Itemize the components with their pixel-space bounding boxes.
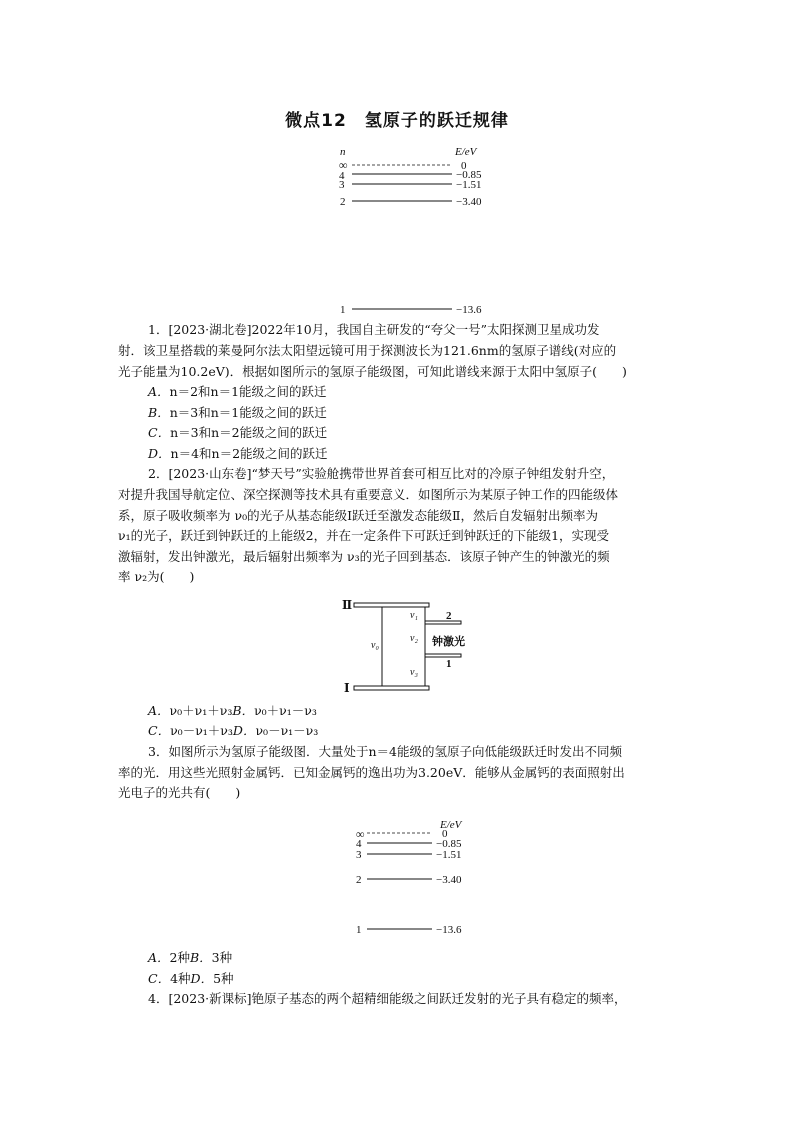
nu1-label: ν₁: [410, 610, 418, 621]
nu2-label: ν₂: [410, 633, 418, 644]
q3-line-1: 3．如图所示为氢原子能级图．大量处于n＝4能级的氢原子向低能级跃迁时发出不同频: [148, 744, 622, 759]
level-e-inf-2: 0: [442, 828, 448, 840]
q2-line-6: 率 ν₂为( ): [118, 569, 195, 584]
level-1-bar: [425, 654, 461, 657]
q1-option-a[interactable]: A．n＝2和n＝1能级之间的跃迁: [148, 384, 327, 399]
level-1-label: 1: [446, 658, 452, 670]
e-axis-label-2: E/eV: [440, 819, 462, 831]
nu0-label: ν₀: [371, 640, 379, 651]
level-n-inf-2: ∞: [356, 827, 365, 841]
q2-line-5: 激辐射，发出钟激光，最后辐射出频率为 ν₃的光子回到基态．该原子钟产生的钟激光的频: [118, 549, 610, 564]
four-level-diagram: [0, 598, 794, 698]
level-i-bar: [354, 686, 429, 690]
level-n-4-2: 4: [356, 838, 362, 850]
title-topic: 氢原子的跃迁规律: [364, 111, 509, 131]
level-ii-bar: [354, 603, 429, 607]
level-2-bar: [425, 621, 461, 624]
q2-option-a[interactable]: A．ν₀＋ν₁＋ν₃: [148, 703, 233, 718]
level-e-1-2: −13.6: [436, 924, 462, 936]
level-i-label: Ⅰ: [344, 681, 350, 695]
level-n-2-2: 2: [356, 874, 362, 886]
q2-line-3: 系，原子吸收频率为 ν₀的光子从基态能级Ⅰ跃迁至激发态能级Ⅱ，然后自发辐射出频率为: [118, 508, 599, 523]
q1-line-2: 射．该卫星搭载的莱曼阿尔法太阳望远镜可用于探测波长为121.6nm的氢原子谱线(对应的: [118, 343, 617, 358]
q2-option-c[interactable]: C．ν₀－ν₁＋ν₃: [148, 723, 233, 738]
level-ii-label: Ⅱ: [342, 598, 353, 612]
level-e-inf: 0: [461, 160, 467, 172]
laser-label: 钟激光: [432, 636, 465, 648]
level-n-3: 3: [339, 179, 345, 191]
q2-options-ab: [148, 701, 317, 722]
level-n-3-2: 3: [356, 849, 362, 861]
level-n-4: 4: [339, 170, 345, 182]
level-n-2: 2: [340, 196, 346, 208]
level-e-4: −0.85: [456, 169, 482, 181]
q1-option-d[interactable]: D．n＝4和n＝2能级之间的跃迁: [148, 446, 328, 461]
level-e-2-2: −3.40: [436, 874, 462, 886]
q2-line-4: ν₁的光子，跃迁到钟跃迁的上能级2，并在一定条件下可跃迁到钟跃迁的下能级1，实现受: [118, 528, 610, 543]
q2-options-cd: [148, 721, 318, 742]
e-axis-label: E/eV: [455, 146, 477, 158]
level-e-4-2: −0.85: [436, 838, 462, 850]
level-e-3: −1.51: [456, 179, 482, 191]
q1-line-1: 1．[2023·湖北卷]2022年10月，我国自主研发的“夸父一号”太阳探测卫星成功发: [148, 322, 600, 337]
q3-line-3: 光电子的光共有( ): [118, 785, 241, 800]
q2-option-b[interactable]: B．ν₀＋ν₁－ν₃: [232, 703, 317, 718]
q3-option-b[interactable]: B．3种: [189, 950, 233, 965]
q4-line-1: 4．[2023·新课标]铯原子基态的两个超精细能级之间跃迁发射的光子具有稳定的频率，: [148, 991, 627, 1006]
level-n-1: 1: [340, 304, 346, 313]
q3-options-cd: [148, 969, 234, 990]
q2-line-2: 对提升我国导航定位、深空探测等技术具有重要意义．如图所示为某原子钟工作的四能级体: [118, 487, 619, 502]
level-n-1-2: 1: [356, 924, 362, 936]
q3-option-a[interactable]: A．2种: [148, 950, 190, 965]
q1-option-c[interactable]: C．n＝3和n＝2能级之间的跃迁: [148, 425, 328, 440]
energy-level-diagram-1: [0, 143, 794, 313]
level-e-2: −3.40: [456, 196, 482, 208]
q1-line-3: 光子能量为10.2eV)．根据如图所示的氢原子能级图，可知此谱线来源于太阳中氢原子( ): [118, 364, 627, 379]
q2-option-d[interactable]: D．ν₀－ν₁－ν₃: [232, 723, 319, 738]
q3-line-2: 率的光．用这些光照射金属钙．已知金属钙的逸出功为3.20eV．能够从金属钙的表面照射出: [118, 765, 625, 780]
level-e-3-2: −1.51: [436, 849, 462, 861]
nu3-label: ν₃: [410, 667, 418, 678]
page-title: [0, 106, 794, 131]
q3-option-d[interactable]: D．5种: [190, 971, 234, 986]
n-axis-label: n: [340, 146, 346, 158]
q2-line-1: 2．[2023·山东卷]“梦天号”实验舱携带世界首套可相互比对的冷原子钟组发射升空，: [148, 466, 615, 481]
energy-level-diagram-2: [0, 816, 794, 936]
q3-option-c[interactable]: C．4种: [148, 971, 191, 986]
q3-options-ab: [148, 948, 232, 969]
level-n-inf: ∞: [339, 158, 348, 172]
level-e-1: −13.6: [456, 304, 482, 313]
level-2-label: 2: [446, 610, 452, 622]
title-label: 微点12: [285, 111, 347, 131]
q1-option-b[interactable]: B．n＝3和n＝1能级之间的跃迁: [148, 405, 327, 420]
